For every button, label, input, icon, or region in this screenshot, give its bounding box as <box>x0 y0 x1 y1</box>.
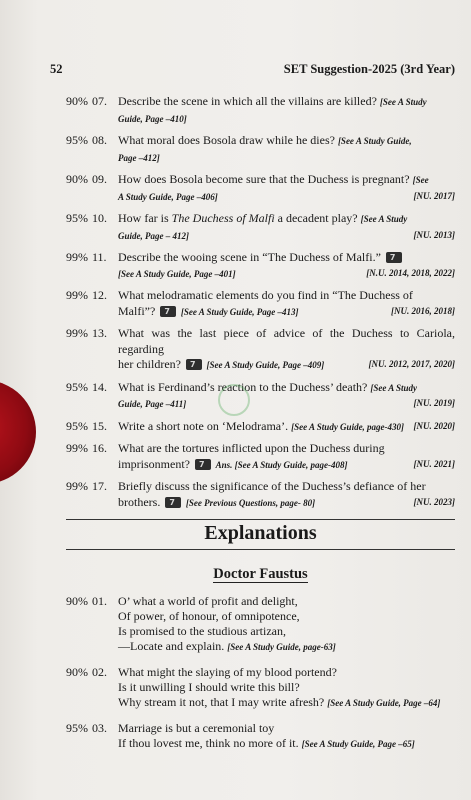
quote-line <box>118 736 415 752</box>
explanation-item <box>66 594 455 655</box>
study-guide-ref: Guide, Page –411] <box>118 399 187 409</box>
question-text: How does Bosola become sure that the Duchess is pregnant? <box>118 172 410 186</box>
probability-label: 95% <box>66 379 88 394</box>
question-item <box>66 326 455 374</box>
quote-line <box>118 639 336 655</box>
probability-label: 99% <box>66 479 88 493</box>
question-text-italic: The Duchess of Malfi <box>171 211 275 225</box>
probability-label: 90% <box>66 172 88 186</box>
question-body <box>118 211 455 244</box>
study-guide-ref: [See A Study Guide, page-430] <box>291 421 405 432</box>
exam-year-ref: [NU. 2016, 2018] <box>391 305 455 316</box>
question-line <box>118 111 455 128</box>
question-body <box>118 380 455 413</box>
exam-year-ref: [NU. 2013] <box>413 229 455 240</box>
question-item <box>66 94 455 127</box>
question-text: What is Ferdinand’s reaction to the Duchess’ death? <box>118 379 368 394</box>
section-subtitle: Doctor Faustus <box>213 566 308 582</box>
study-guide-ref: [See A Study <box>370 382 418 393</box>
question-line <box>118 250 455 266</box>
question-line <box>118 419 455 436</box>
study-guide-ref: [See A Study <box>360 214 408 224</box>
page-header <box>50 62 455 77</box>
study-guide-ref: A Study Guide, Page –406] <box>118 191 218 202</box>
question-text: What are the tortures inflicted upon the Duchess during <box>118 441 385 455</box>
question-item <box>66 133 455 166</box>
thumb-finger <box>0 380 36 484</box>
probability-label: 95% <box>66 721 88 735</box>
probability-label: 99% <box>66 441 88 455</box>
probability-label: 90% <box>66 594 88 608</box>
question-body <box>118 479 455 511</box>
exam-year-ref: [NU. 2019] <box>413 398 455 408</box>
video-badge-icon[interactable]: 7 <box>386 252 402 263</box>
question-text: a decadent play? <box>274 211 358 225</box>
question-text: How far is <box>118 211 172 225</box>
study-guide-ref: Page –412] <box>118 152 160 163</box>
quote-line: What might the slaying of my blood portend? <box>118 665 337 679</box>
question-body <box>118 172 455 205</box>
explanation-item <box>66 665 455 711</box>
question-body <box>118 288 455 320</box>
question-number: 11. <box>92 250 107 264</box>
probability-label: 99% <box>66 250 88 264</box>
study-guide-ref: [See A Study Guide, page-63] <box>227 642 336 652</box>
question-line <box>118 380 455 397</box>
study-guide-ref: [See A Study Guide, Page –401] <box>118 268 236 279</box>
probability-label: 95% <box>66 133 88 147</box>
question-text: Briefly discuss the significance of the Duchess’s defiance of her <box>118 479 426 493</box>
question-text: Malfi”? <box>118 303 156 318</box>
question-line <box>118 288 455 304</box>
explanation-number: 03. <box>92 721 107 735</box>
quote-lines <box>118 665 440 711</box>
explanation-list <box>66 594 455 762</box>
question-text: Describe the wooing scene in “The Duchess of Malfi.” <box>118 250 381 264</box>
question-item <box>66 288 455 320</box>
probability-label: 99% <box>66 326 88 340</box>
question-line <box>118 326 455 357</box>
video-badge-icon[interactable]: 7 <box>165 497 181 508</box>
question-text: What moral does Bosola draw while he dies? <box>118 133 335 147</box>
question-line <box>118 189 455 206</box>
question-line <box>118 172 455 189</box>
question-number: 16. <box>92 441 107 455</box>
question-list <box>66 94 455 517</box>
question-number: 17. <box>92 479 107 493</box>
exam-year-ref: [NU. 2023] <box>413 496 455 507</box>
question-line <box>118 479 455 495</box>
study-guide-ref: [See A Study Guide, Page –65] <box>301 739 415 749</box>
quote-line: Of power, of honour, of omnipotence, <box>118 609 300 623</box>
question-line <box>118 357 455 374</box>
question-line <box>118 133 455 150</box>
question-line <box>118 396 455 413</box>
exam-year-ref: [NU. 2012, 2017, 2020] <box>368 359 455 369</box>
exam-year-ref: [NU. 2020] <box>413 420 455 431</box>
probability-label: 90% <box>66 94 88 108</box>
question-number: 10. <box>92 211 107 225</box>
question-item <box>66 380 455 413</box>
video-badge-icon[interactable]: 7 <box>160 306 176 317</box>
probability-label: 90% <box>66 665 88 679</box>
quote-text: Why stream it not, that I may write afresh? <box>118 695 325 709</box>
question-text: her children? <box>118 357 181 371</box>
explanation-number: 01. <box>92 594 107 608</box>
question-text: brothers. <box>118 494 161 509</box>
section-title: Explanations <box>204 522 317 544</box>
question-text: Write a short note on ‘Melodrama’. <box>118 418 289 433</box>
question-line <box>118 457 455 474</box>
question-body <box>118 94 455 127</box>
question-number: 07. <box>92 94 107 108</box>
question-item <box>66 441 455 473</box>
question-body <box>118 419 455 436</box>
quote-lines <box>118 721 415 752</box>
question-number: 15. <box>92 418 107 433</box>
question-body <box>118 441 455 473</box>
quote-line: Is it unwilling I should write this bill? <box>118 680 300 694</box>
study-guide-ref: [See <box>412 175 429 185</box>
explanation-number: 02. <box>92 665 107 679</box>
question-number: 13. <box>92 326 107 340</box>
question-body <box>118 250 455 282</box>
question-number: 09. <box>92 172 107 186</box>
quote-text: If thou lovest me, think no more of it. <box>118 736 299 750</box>
study-guide-ref: [See A Study Guide, Page –409] <box>206 360 325 370</box>
question-number: 14. <box>92 379 107 394</box>
study-guide-ref: Guide, Page – 412] <box>118 230 189 241</box>
question-line <box>118 495 455 512</box>
study-guide-ref: Ans. [See A Study Guide, page-408] <box>215 459 348 470</box>
study-guide-ref: [See A Study <box>379 97 427 107</box>
probability-label: 99% <box>66 288 88 302</box>
divider-bottom <box>66 549 455 550</box>
divider-top <box>66 519 455 520</box>
question-item <box>66 172 455 205</box>
video-badge-icon[interactable]: 7 <box>195 459 211 470</box>
quote-line: Marriage is but a ceremonial toy <box>118 721 275 735</box>
quote-text: —Locate and explain. <box>118 639 225 653</box>
question-item <box>66 419 455 436</box>
video-badge-icon[interactable]: 7 <box>186 359 202 370</box>
study-guide-ref: [See A Study Guide, <box>337 136 412 146</box>
question-text: imprisonment? <box>118 456 190 471</box>
question-line <box>118 266 455 283</box>
question-item <box>66 211 455 244</box>
question-line <box>118 211 455 228</box>
page-number: 52 <box>50 62 63 76</box>
probability-label: 95% <box>66 211 88 225</box>
question-number: 08. <box>92 133 107 147</box>
question-text: Describe the scene in which all the villains are killed? <box>118 94 377 108</box>
quote-line <box>118 695 440 711</box>
study-guide-ref: Guide, Page –410] <box>118 113 187 124</box>
running-title: SET Suggestion-2025 (3rd Year) <box>283 62 455 76</box>
study-guide-ref: [See Previous Questions, page- 80] <box>185 497 316 508</box>
question-text: What was the last piece of advice of the Duchess to Cariola, regarding <box>118 326 455 356</box>
question-item <box>66 250 455 282</box>
question-line <box>118 150 455 167</box>
question-text: What melodramatic elements do you find in “The Duchess of <box>118 288 413 302</box>
question-line <box>118 94 455 111</box>
question-line <box>118 228 455 245</box>
study-guide-ref: [See A Study Guide, Page –64] <box>327 698 441 708</box>
question-line <box>118 441 455 457</box>
study-guide-ref: [See A Study Guide, Page –413] <box>180 306 299 317</box>
exam-year-ref: [N.U. 2014, 2018, 2022] <box>366 267 455 278</box>
exam-year-ref: [NU. 2021] <box>413 458 455 469</box>
explanation-item <box>66 721 455 752</box>
probability-label: 95% <box>66 418 88 433</box>
quote-line: O’ what a world of profit and delight, <box>118 594 298 608</box>
question-line <box>118 304 455 321</box>
question-body <box>118 326 455 374</box>
question-item <box>66 479 455 511</box>
quote-line: Is promised to the studious artizan, <box>118 624 286 638</box>
watermark-stamp <box>218 384 250 416</box>
question-number: 12. <box>92 288 107 302</box>
exam-year-ref: [NU. 2017] <box>413 190 455 201</box>
question-body <box>118 133 455 166</box>
quote-lines <box>118 594 336 655</box>
